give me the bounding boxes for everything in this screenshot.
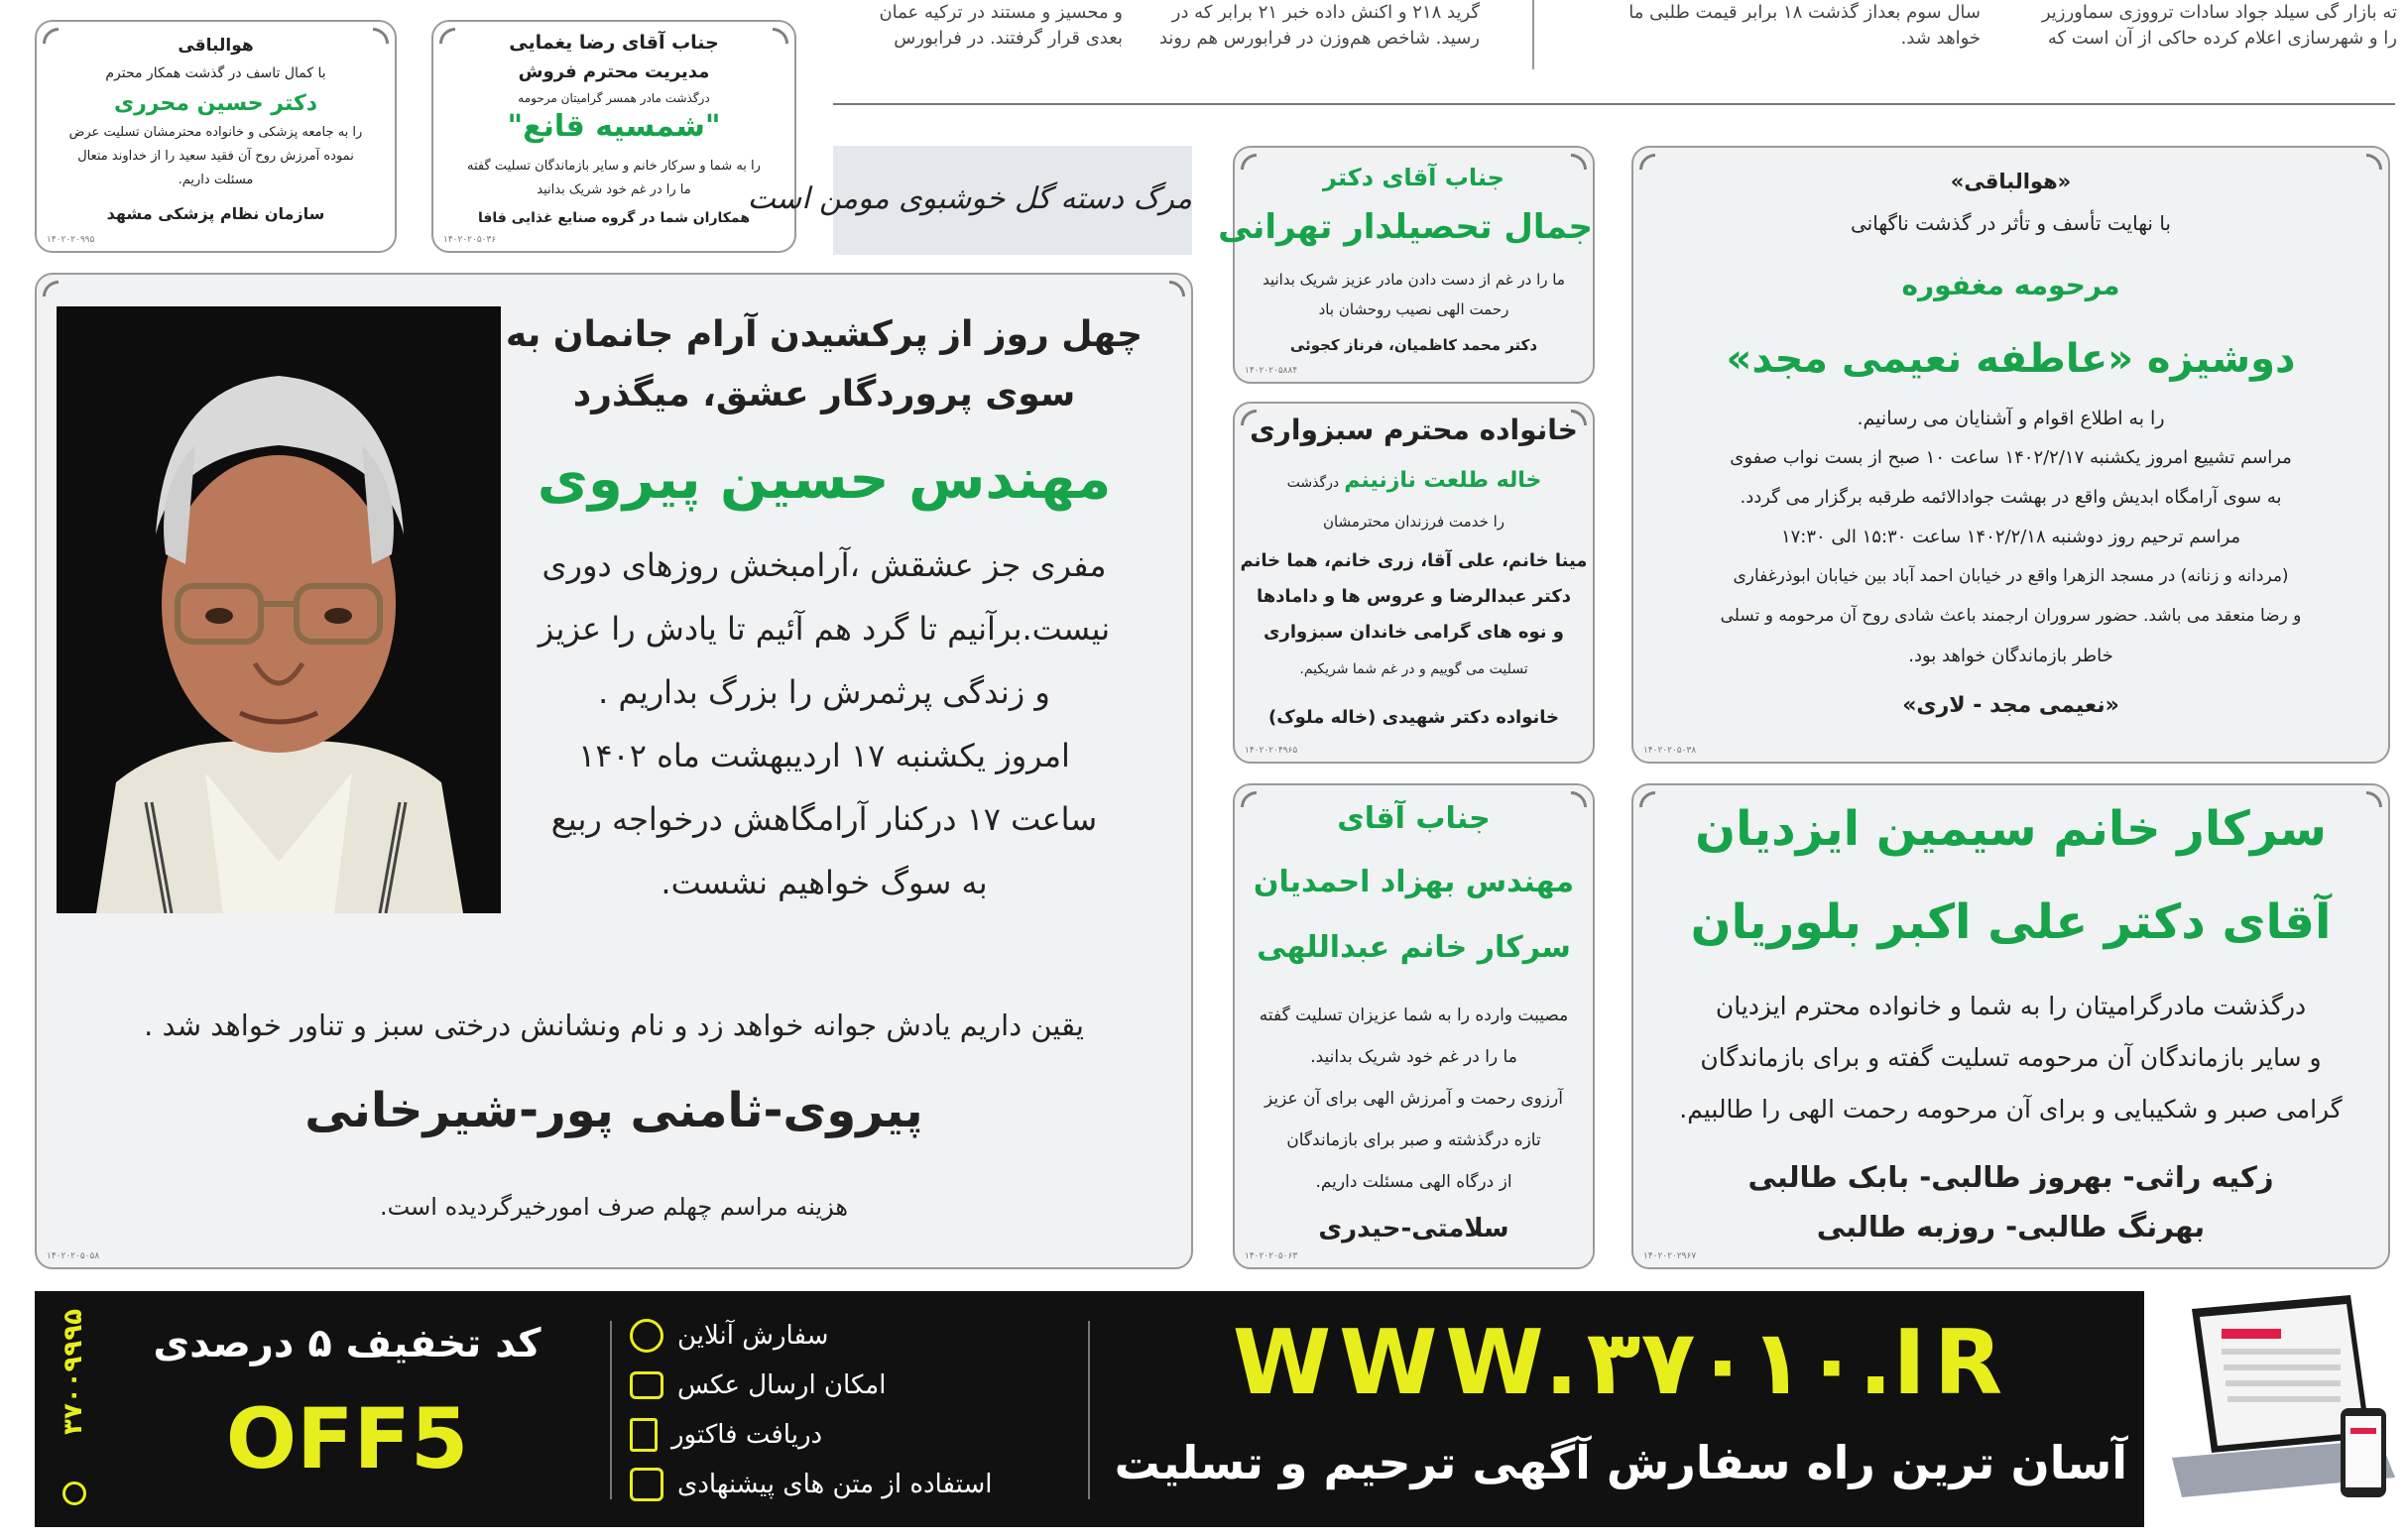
deceased-name: خاله طلعت نازنینم [1344, 468, 1542, 493]
article-snippet: گرید ۲۱۸ و اکنش داده خبر ۲۱ برابر که در رسید. شاخص هم‌وزن در فرابورس هم روند [1158, 2, 1480, 49]
ad-code: ۱۴۰۲۰۲۰۵۰۵۸ [47, 1251, 100, 1261]
condolence-ad-ahmadian [1233, 783, 1595, 1269]
ad-line: به سوگ خواهیم نشست. [661, 864, 988, 901]
ad-line: و رضا منعقد می باشد. حضور سروران ارجمند باعث شادی روح آن مرحومه و تسلی [1720, 606, 2302, 626]
features-list [630, 1311, 1066, 1509]
promo-banner[interactable] [35, 1291, 2144, 1527]
deceased-name: دوشیزه «عاطفه نعیمی مجد» [1726, 336, 2296, 382]
ad-line: ما را در غم خود شریک بدانید. [1310, 1047, 1517, 1067]
website-url[interactable]: WWW.۳۷۰۱۰.IR [1232, 1311, 2011, 1415]
ad-line: آرزوی رحمت و آمرزش الهی برای آن عزیز [1264, 1089, 1563, 1109]
ad-line: مصیبت وارده را به شما عزیزان تسلیت گفته [1259, 1006, 1569, 1025]
ad-heading: جناب آقای رضا یغمایی [509, 32, 719, 54]
ad-line: مسئلت داریم. [178, 173, 254, 187]
banner-divider [610, 1321, 612, 1499]
ad-code: ۱۴۰۲۰۲۰۵۸۸۴ [1245, 366, 1298, 376]
phone-block [55, 1309, 94, 1507]
banner-divider [1088, 1321, 1090, 1499]
ad-line: ما را در غم خود شریک بدانید [537, 182, 691, 197]
ad-line: هزینه مراسم چهلم صرف امورخیرگردیده است. [379, 1193, 848, 1221]
camera-icon [630, 1371, 663, 1399]
ad-line: خاطر بازماندگان خواهد بود. [1908, 646, 2113, 666]
quote-box [747, 146, 1192, 255]
ad-signature: خانواده دکتر شهیدی (خاله ملوک) [1267, 707, 1560, 728]
ad-line: را به جامعه پزشکی و خانواده محترمشان تسلیت عرض [68, 125, 363, 140]
ad-line: و سایر بازماندگان آن مرحومه تسلیت گفته و برای بازماندگان [1700, 1043, 2322, 1072]
feature-item [630, 1460, 1066, 1509]
ad-line: امروز یکشنبه ۱۷ اردیبهشت ماه ۱۴۰۲ [578, 737, 1070, 774]
ad-signature: «نعیمی مجد - لاری» [1902, 693, 2119, 718]
feature-label: دریافت فاکتور [671, 1420, 823, 1450]
ad-line: رحمت الهی نصیب روحشان باد [1318, 300, 1509, 318]
feature-item [630, 1410, 1066, 1460]
portrait-illustration [57, 306, 501, 913]
feature-label: امکان ارسال عکس [677, 1370, 887, 1400]
ad-heading: جناب آقای دکتر [1323, 164, 1504, 191]
text-icon [630, 1468, 663, 1501]
ad-signature: دکتر محمد کاظمیان، فرناز کجوئی [1289, 336, 1538, 354]
ad-signature: سازمان نظام پزشکی مشهد [106, 204, 325, 223]
ad-signature: بهرنگ طالبی- روزبه طالبی [1816, 1210, 2206, 1244]
ad-signature: پیروی-ثامنی پور-شیرخانی [304, 1083, 923, 1138]
ad-heading: خانواده محترم سبزواری [1250, 414, 1578, 446]
ad-heading: هوالباقی [178, 36, 254, 56]
ad-signature: سلامتی-حیدری [1318, 1214, 1509, 1244]
ad-line: با نهایت تأسف و تأثر در گذشت ناگهانی [1851, 211, 2171, 235]
ad-line-group [1256, 468, 1573, 493]
ad-line: با کمال تاسف در گذشت همکار محترم [105, 65, 326, 81]
deceased-name: "شمسیه قانع" [507, 109, 721, 144]
ad-line: دکتر عبدالرضا و عروس ها و دامادها [1256, 586, 1572, 607]
ad-line: مفری جز عشقش ،آرامبخش روزهای دوری [542, 546, 1107, 584]
ad-line: درگذشت مادر همسر گرامیتان مرحومه [518, 91, 710, 105]
ad-signature: همکاران شما در گروه صنایع غذایی فافا [477, 210, 751, 226]
ad-line: مرحومه مغفوره [1901, 269, 2120, 301]
ad-heading: «هوالباقی» [1950, 170, 2072, 193]
ad-line: درگذشت مادرگرامیتان را به شما و خانواده محترم ایزدیان [1715, 992, 2307, 1020]
ad-line: تسلیت می گوییم و در غم شما شریکیم. [1299, 661, 1528, 677]
deceased-name: مهندس حسین پیروی [537, 447, 1112, 512]
ad-code: ۱۴۰۲۰۲۰۹۹۵ [47, 235, 95, 245]
ad-line: مراسم تشییع امروز یکشنبه ۱۴۰۲/۲/۱۷ ساعت ۱۰ صبح از بست نواب صفوی [1730, 447, 2292, 468]
condolence-ad-naeimi [1631, 146, 2390, 764]
section-divider [833, 103, 2395, 105]
ad-code: ۱۴۰۲۰۲۰۵۰۳۶ [443, 235, 497, 245]
condolence-ad-sabzevari [1233, 402, 1595, 764]
wifi-icon [630, 1319, 663, 1353]
ad-heading: سوی پروردگار عشق، میگذرد [572, 374, 1076, 415]
ad-heading: سرکار خانم سیمین ایزدیان [1695, 801, 2327, 857]
article-snippet: و محسیز و مستند در ترکیه عمان بعدی قرار گرفتند. در فرابورس [879, 2, 1123, 49]
condolence-ad-mohebbi [35, 20, 397, 253]
ad-line: نموده آمرزش روح آن فقید سعید را از خداوند متعال [77, 149, 354, 164]
feature-label: استفاده از متن های پیشنهادی [677, 1470, 993, 1499]
ad-line: مدیریت محترم فروش [518, 61, 710, 82]
discount-code: OFF5 [225, 1390, 469, 1487]
article-snippet: سال سوم بعداز گذشت ۱۸ برابر قیمت طلبی ما خواهد شد. [1628, 2, 1981, 49]
condolence-ad-izadian [1631, 783, 2390, 1269]
ad-line: گرامی صبر و شکیبایی و برای آن مرحومه رحمت الهی را طالبیم. [1679, 1095, 2343, 1124]
ad-line: تازه درگذشته و صبر برای بازماندگان [1286, 1130, 1541, 1150]
quote-text: مرگ دسته گل خوشبوی مومن است [747, 181, 1192, 216]
ad-line: و نوه های گرامی خاندان سبزواری [1263, 622, 1564, 643]
ad-line: را خدمت فرزندان محترمشان [1322, 513, 1505, 531]
condolence-ad-tehrani [1218, 146, 1595, 384]
phone-icon [62, 1481, 86, 1505]
article-snippet: ته بازار گی سیلد جواد سادات ترووزی سماورزیر را و شهرسازی اعلام کرده حاکی از آن است که [2041, 2, 2397, 49]
deceased-name: مهندس بهزاد احمدیان [1253, 865, 1575, 899]
phone-number: ۳۷۰۰۹۹۹۵ [59, 1309, 88, 1435]
ad-line: (مردانه و زنانه) در مسجد الزهرا واقع در خیابان احمد آباد بین خیابان ابوذرغفاری [1733, 566, 2289, 586]
ad-line: را به شما و سرکار خانم و سایر بازماندگان تسلیت گفته [467, 159, 761, 174]
ad-signature: زکیه راثی- بهروز طالبی- بابک طالبی [1747, 1160, 2274, 1194]
ad-line: ساعت ۱۷ درکنار آرامگاهش درخواجه ربیع [550, 800, 1098, 838]
ad-line: مراسم ترحیم روز دوشنبه ۱۴۰۲/۲/۱۸ ساعت ۱۵:۳۰ الی ۱۷:۳۰ [1780, 527, 2241, 547]
ad-line: یقین داریم یادش جوانه خواهد زد و نام ونشانش درختی سبز و تناور خواهد شد . [144, 1008, 1084, 1042]
feature-item [630, 1361, 1066, 1410]
ad-line: مینا خانم، علی آقا، زری خانم، هما خانم [1240, 550, 1588, 571]
device-icon [2152, 1289, 2400, 1527]
ad-heading: جناب آقای [1337, 801, 1491, 836]
ad-line: و زندگی پرثمرش را بزرگ بداریم . [598, 673, 1050, 711]
laptop-illustration [2152, 1289, 2400, 1527]
deceased-name: دکتر حسین محرری [113, 91, 318, 116]
ad-line: ما را در غم از دست دادن مادر عزیز شریک بدانید [1263, 271, 1565, 289]
ad-line: به سوی آرامگاه ابدیش واقع در بهشت جوادالائمه طرقبه برگزار می گردد. [1740, 487, 2282, 508]
ad-heading: چهل روز از پرکشیدن آرام جانمان به [505, 314, 1143, 355]
ad-code: ۱۴۰۲۰۲۰۲۹۶۷ [1643, 1251, 1697, 1261]
banner-tagline: آسان ترین راه سفارش آگهی ترحیم و تسلیت [1114, 1436, 2127, 1489]
feature-item [630, 1311, 1066, 1361]
invoice-icon [630, 1418, 658, 1452]
deceased-name: جمال تحصیلدار تهرانی [1218, 207, 1593, 247]
feature-label: سفارش آنلاین [677, 1321, 829, 1351]
column-divider [1532, 0, 1534, 69]
memorial-ad-peyrovi [35, 273, 1193, 1269]
ad-text-column [497, 314, 1151, 927]
ad-line: نیست.برآنیم تا گرد هم آئیم تا یادش را عزیز [538, 610, 1111, 648]
ad-line: را به اطلاع اقوام و آشنایان می رسانیم. [1857, 408, 2165, 429]
ad-code: ۱۴۰۲۰۲۰۵۰۶۳ [1245, 1251, 1298, 1261]
ad-line: درگذشت [1286, 475, 1340, 491]
ad-line: سرکار خانم عبداللهی [1257, 930, 1571, 965]
condolence-ad-yaghmaei [431, 20, 796, 253]
deceased-photo [57, 306, 501, 913]
ad-code: ۱۴۰۲۰۲۰۴۹۶۵ [1245, 746, 1298, 756]
deceased-name: آقای دکتر علی اکبر بلوریان [1690, 894, 2332, 950]
ad-code: ۱۴۰۲۰۲۰۵۰۳۸ [1643, 746, 1697, 756]
ad-line: از درگاه الهی مسئلت داریم. [1315, 1172, 1512, 1192]
discount-title: کد تخفیف ۵ درصدی [153, 1321, 542, 1366]
